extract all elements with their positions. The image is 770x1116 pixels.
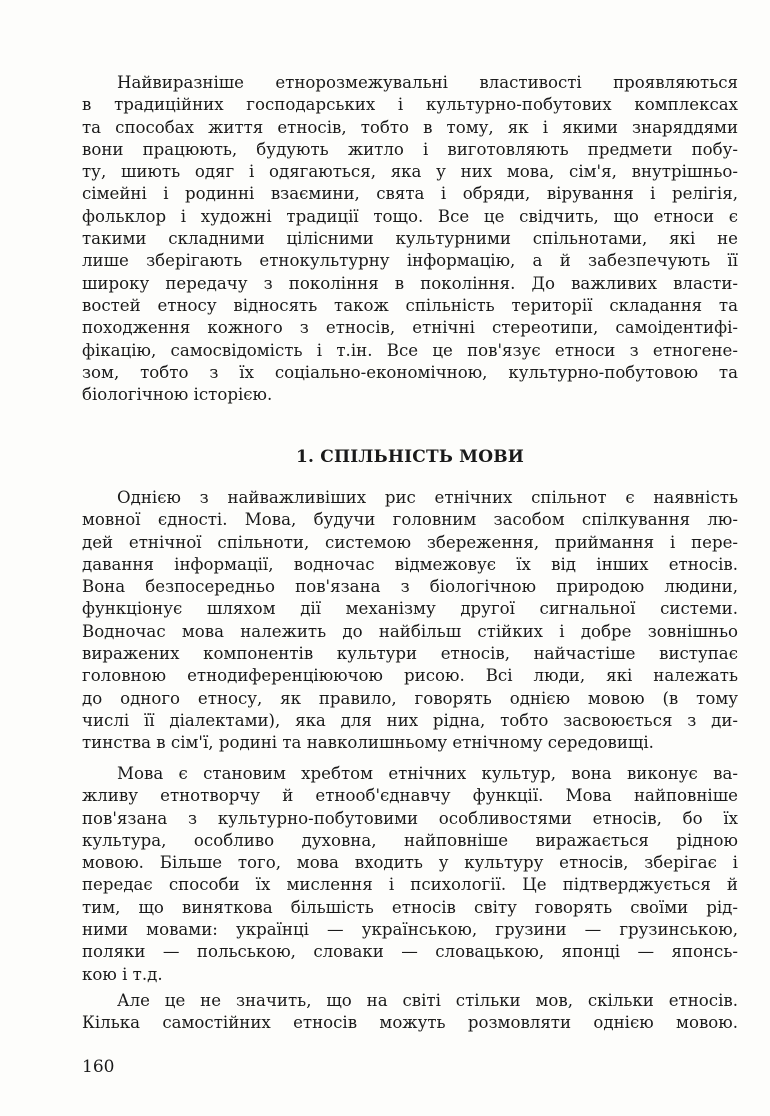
paragraph-languages-count — [82, 990, 738, 1035]
text-line: вони працюють, будують житло і виготовляють предмети побу- — [82, 139, 738, 159]
text-line: фольклор і художні традиції тощо. Все це свідчить, що етноси є — [82, 206, 738, 226]
text-line: походження кожного з етносів, етнічні стереотипи, самоідентифі- — [82, 318, 738, 338]
text-line: востей етносу відносять також спільність території складання та — [82, 295, 738, 315]
text-line: фікацію, самосвідомість і т.ін. Все це пов'язує етноси з етногене- — [82, 340, 738, 360]
text-line: тим, що виняткова більшість етносів світу говорять своїми рід- — [82, 897, 738, 917]
text-line: сімейні і родинні взаємини, свята і обряди, вірування і релігія, — [82, 184, 738, 204]
section-heading: 1. СПІЛЬНІСТЬ МОВИ — [295, 447, 525, 467]
text-line: виражених компонентів культури етносів, найчастіше виступає — [82, 644, 738, 664]
text-line: поляки — польською, словаки — словацькою, японці — японсь- — [82, 942, 738, 962]
paragraph-intro — [82, 72, 738, 406]
text-line: мовою. Більше того, мова входить у культуру етносів, зберігає і — [82, 853, 738, 873]
paragraph-language-unity — [82, 487, 738, 755]
text-line: головною етнодиференціюючою рисою. Всі люди, які належать — [82, 666, 738, 686]
text-line: до одного етносу, як правило, говорять однією мовою (в тому — [82, 688, 738, 708]
text-line: в традиційних господарських і культурно-побутових комплексах — [82, 95, 738, 115]
text-line: дей етнічної спільноти, системою збереження, приймання і пере- — [82, 532, 738, 552]
text-line: Найвиразніше етнорозмежувальні властивості проявляються — [117, 73, 738, 92]
text-line: передає способи їх мислення і психології. Це підтверджується й — [82, 875, 738, 895]
text-line: ними мовами: українці — українською, грузини — грузинською, — [82, 920, 738, 940]
text-line: давання інформації, водночас відмежовує їх від інших етносів. — [82, 554, 738, 574]
text-line: тинства в сім'ї, родині та навколишньому етнічному середовищі. — [82, 733, 654, 753]
text-line: Водночас мова належить до найбільш стійких і добре зовнішньо — [82, 621, 738, 641]
text-line: жливу етнотворчу й етнооб'єднавчу функції. Мова найповніше — [82, 786, 738, 806]
paragraph-language-backbone — [82, 763, 738, 986]
text-line: такими складними цілісними культурними спільнотами, які не — [82, 229, 738, 249]
text-line: мовної єдності. Мова, будучи головним засобом спілкування лю- — [82, 510, 738, 530]
text-line: пов'язана з культурно-побутовими особливостями етносів, бо їх — [82, 808, 738, 828]
text-line: біологічною історією. — [82, 385, 273, 405]
text-line: культура, особливо духовна, найповніше виражається рідною — [82, 830, 738, 850]
text-line: та способах життя етносів, тобто в тому, як і якими знаряддями — [82, 117, 738, 137]
text-line: лише зберігають етнокультурну інформацію, а й забезпечують її — [82, 251, 738, 271]
text-line: Кілька самостійних етносів можуть розмовляти однією мовою. — [82, 1013, 738, 1033]
text-line: числі її діалектами), яка для них рідна, тобто засвоюється з ди- — [82, 710, 738, 730]
text-line: Однією з найважливіших рис етнічних спільнот є наявність — [117, 488, 738, 507]
text-line: широку передачу з покоління в покоління. До важливих власти- — [82, 273, 738, 293]
text-line: ту, шиють одяг і одягаються, яка у них мова, сім'я, внутрішньо- — [82, 162, 738, 182]
text-line: Але це не значить, що на світі стільки мов, скільки етносів. — [117, 991, 738, 1010]
text-line: Мова є становим хребтом етнічних культур, вона виконує ва- — [117, 764, 738, 783]
text-line: Вона безпосередньо пов'язана з біологічною природою людини, — [82, 577, 738, 597]
text-line: кою і т.д. — [82, 964, 163, 984]
page-number: 160 — [82, 1057, 115, 1077]
text-line: зом, тобто з їх соціально-економічною, культурно-побутовою та — [82, 362, 738, 382]
text-line: функціонує шляхом дії механізму другої сигнальної системи. — [82, 599, 738, 619]
